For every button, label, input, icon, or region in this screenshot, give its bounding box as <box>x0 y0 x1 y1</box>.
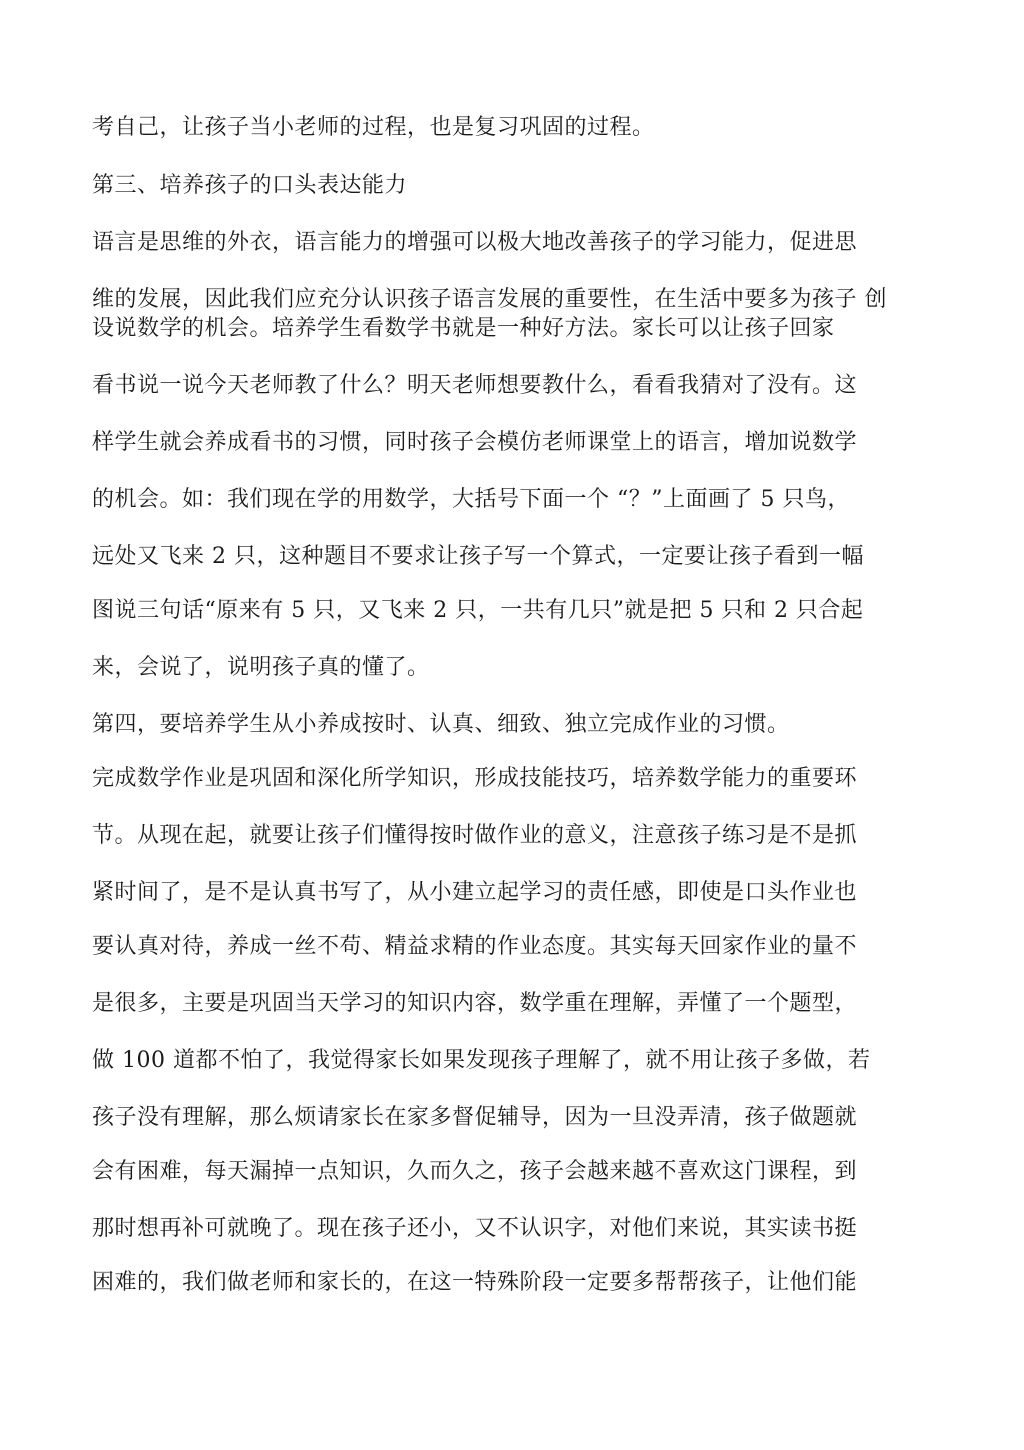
section-heading: 第四，要培养学生从小养成按时、认真、细致、独立完成作业的习惯。 <box>92 712 790 737</box>
text-line: 孩子没有理解，那么烦请家长在家多督促辅导，因为一旦没弄清，孩子做题就 <box>92 1105 858 1130</box>
text-line: 考自己，让孩子当小老师的过程，也是复习巩固的过程。 <box>92 115 655 140</box>
text-line: 来，会说了，说明孩子真的懂了。 <box>92 655 430 680</box>
text-line: 会有困难，每天漏掉一点知识，久而久之，孩子会越来越不喜欢这门课程，到 <box>92 1159 858 1184</box>
text-line: 那时想再补可就晚了。现在孩子还小，又不认识字，对他们来说，其实读书挺 <box>92 1216 858 1241</box>
text-line: 节。从现在起，就要让孩子们懂得按时做作业的意义，注意孩子练习是不是抓 <box>92 823 858 848</box>
text-line: 远处又飞来 2 只，这种题目不要求让孩子写一个算式，一定要让孩子看到一幅 <box>92 544 864 569</box>
text-line: 做 100 道都不怕了，我觉得家长如果发现孩子理解了，就不用让孩子多做，若 <box>92 1048 871 1073</box>
text-line: 困难的，我们做老师和家长的，在这一特殊阶段一定要多帮帮孩子，让他们能 <box>92 1270 858 1295</box>
text-line: 语言是思维的外衣，语言能力的增强可以极大地改善孩子的学习能力，促进思 <box>92 230 858 255</box>
text-line: 的机会。如：我们现在学的用数学，大括号下面一个 “？”上面画了 5 只鸟， <box>92 487 850 512</box>
text-line: 看书说一说今天老师教了什么？明天老师想要教什么，看看我猜对了没有。这 <box>92 373 858 398</box>
text-line: 设说数学的机会。培养学生看数学书就是一种好方法。家长可以让孩子回家 <box>92 316 835 341</box>
text-line: 要认真对待，养成一丝不苟、精益求精的作业态度。其实每天回家作业的量不 <box>92 934 858 959</box>
text-line: 完成数学作业是巩固和深化所学知识，形成技能技巧，培养数学能力的重要环 <box>92 766 858 791</box>
text-line: 是很多，主要是巩固当天学习的知识内容，数学重在理解，弄懂了一个题型， <box>92 991 858 1016</box>
text-line: 维的发展，因此我们应充分认识孩子语言发展的重要性，在生活中要多为孩子 创 <box>92 287 887 312</box>
text-line: 图说三句话“原来有 5 只，又飞来 2 只，一共有几只”就是把 5 只和 2 只合起 <box>92 598 864 623</box>
text-line: 样学生就会养成看书的习惯，同时孩子会模仿老师课堂上的语言，增加说数学 <box>92 430 858 455</box>
text-line: 紧时间了，是不是认真书写了，从小建立起学习的责任感，即使是口头作业也 <box>92 880 858 905</box>
section-heading: 第三、培养孩子的口头表达能力 <box>92 173 408 198</box>
